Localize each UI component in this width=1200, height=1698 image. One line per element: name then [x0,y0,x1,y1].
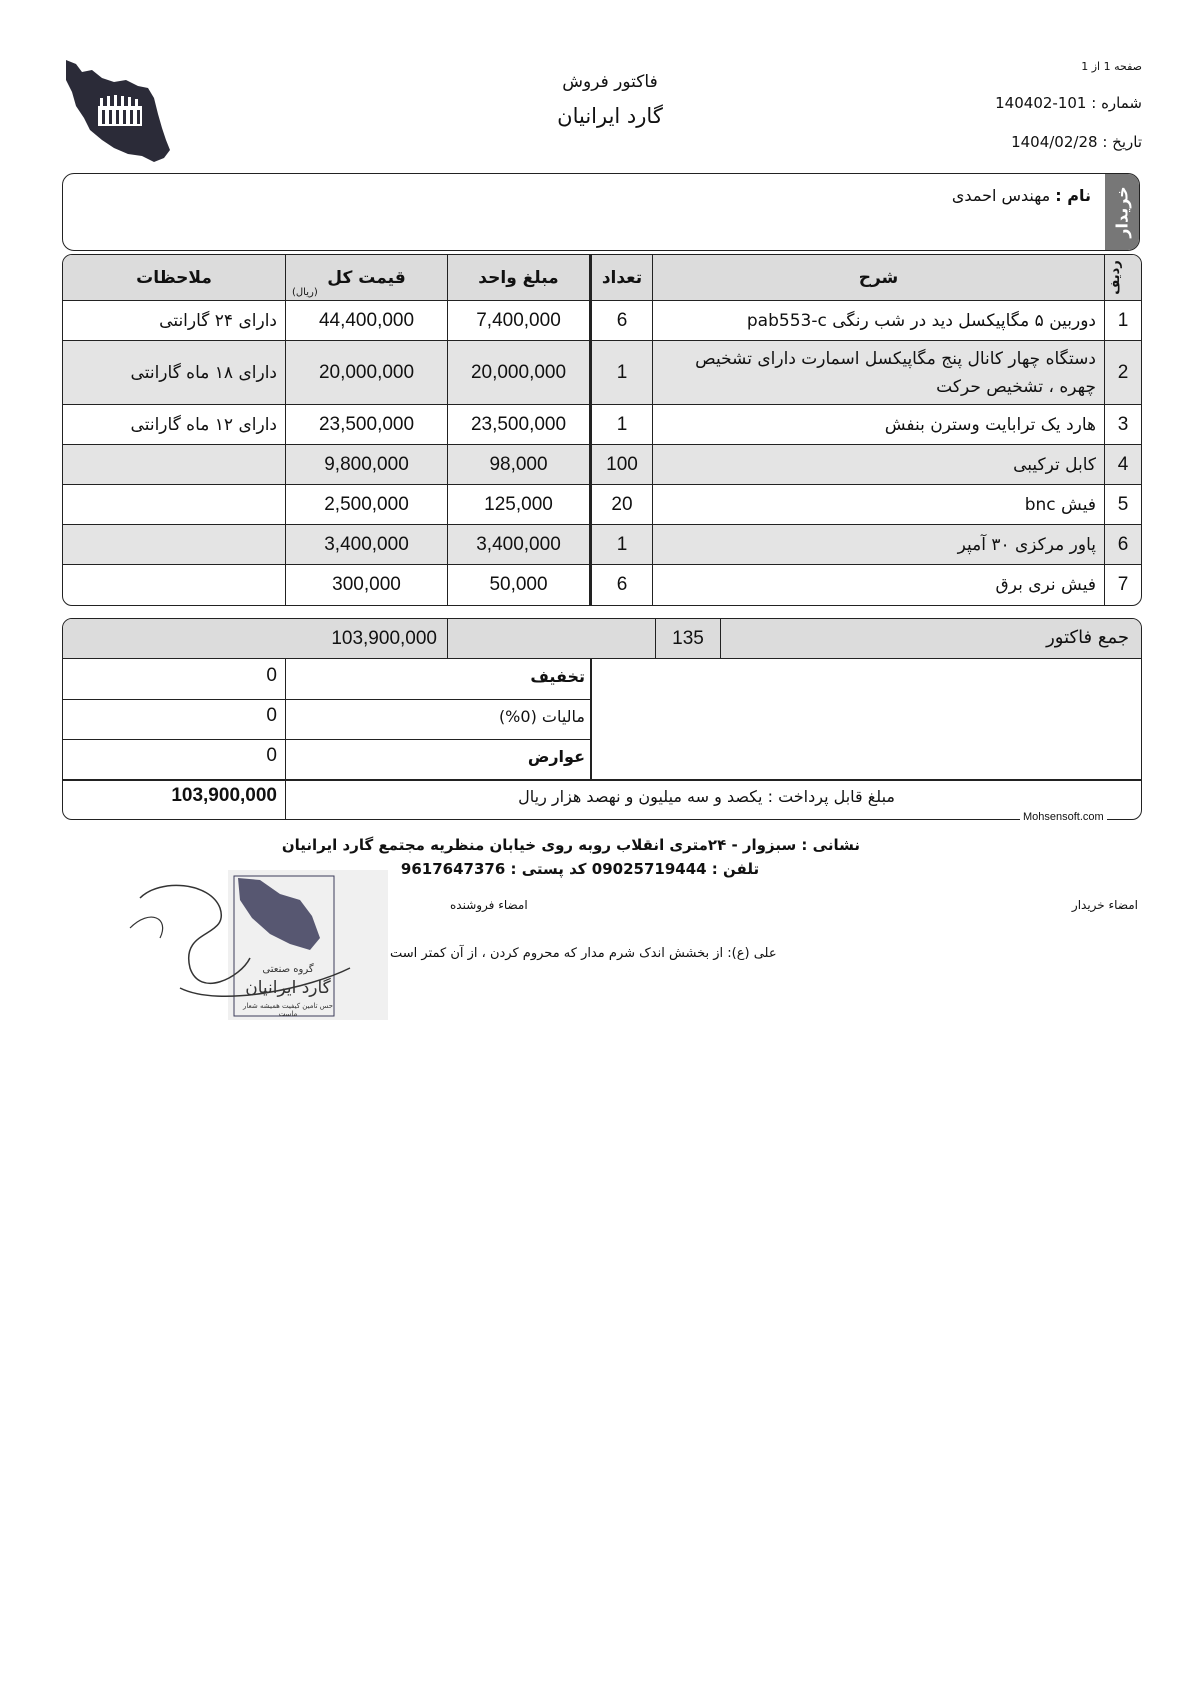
summary-total-label: جمع فاکتور [1046,627,1129,648]
row-unit-price: 50,000 [448,565,591,605]
row-description: فیش bnc [653,485,1105,525]
table-header-row [63,255,1141,301]
header-notes: ملاحظات [63,255,286,301]
stamp-text-group: گروه صنعتی [262,964,314,975]
row-number: 2 [1105,341,1142,405]
table-row [63,341,1141,405]
buyer-name-value: مهندس احمدی [951,186,1051,205]
buyer-signature-label: امضاء خریدار [1071,898,1138,912]
tax-value: 0 [266,705,277,726]
table-row [63,525,1141,565]
fees-label: عوارض [527,747,585,766]
row-total-price: 9,800,000 [286,445,448,485]
row-description: فیش نری برق [653,565,1105,605]
row-note [63,565,286,605]
row-total-price: 300,000 [286,565,448,605]
summary-total-quantity: 135 [655,619,721,659]
table-row [63,565,1141,605]
summary-divider [63,739,591,740]
summary-total-amount: 103,900,000 [331,628,437,649]
summary-divider [285,659,286,819]
footer-quote: علی (ع): از بخشش اندک شرم مدار که محروم کردن ، از آن کمتر است [390,946,777,961]
row-number: 4 [1105,445,1142,485]
row-note: دارای ۱۲ ماه گارانتی [63,405,286,445]
invoice-date-value: 1404/02/28 [1011,133,1098,151]
document-type: فاکتور فروش [562,72,658,92]
row-description: پاور مرکزی ۳۰ آمپر [653,525,1105,565]
row-description: دستگاه چهار کانال پنج مگاپیکسل اسمارت دارای تشخیص چهره ، تشخیص حرکت [653,341,1105,405]
summary-divider [590,659,592,780]
discount-value: 0 [266,665,277,686]
row-note: دارای ۱۸ ماه گارانتی [63,341,286,405]
buyer-box [62,173,1140,251]
invoice-number-label: شماره : [1091,94,1142,112]
row-note [63,445,286,485]
row-unit-price: 23,500,000 [448,405,591,445]
row-total-price: 20,000,000 [286,341,448,405]
company-address: نشانی : سبزوار - ۲۴متری انقلاب روبه روی خیابان منظریه مجتمع گارد ایرانیان [281,836,860,854]
header-unit-price: مبلغ واحد [448,255,591,301]
row-quantity: 6 [591,565,653,605]
row-description: دوربین ۵ مگاپیکسل دید در شب رنگی pab553-c [653,301,1105,341]
invoice-number [995,94,1142,112]
table-row [63,405,1141,445]
payable-amount-words: مبلغ قابل پرداخت : یکصد و سه میلیون و نهصد هزار ریال [518,787,895,806]
company-name: گارد ایرانیان [557,104,663,128]
row-description: هارد یک ترابایت وسترن بنفش [653,405,1105,445]
invoice-number-value: 101-140402 [995,94,1087,112]
invoice-summary [62,618,1142,820]
header-row-number: ردیف [1105,255,1142,301]
row-note [63,525,286,565]
row-note [63,485,286,525]
company-stamp [120,868,390,1028]
row-total-price: 23,500,000 [286,405,448,445]
row-unit-price: 3,400,000 [448,525,591,565]
buyer-tab [1105,174,1139,250]
row-number: 1 [1105,301,1142,341]
row-unit-price: 7,400,000 [448,301,591,341]
row-description: کابل ترکیبی [653,445,1105,485]
page-info: صفحه 1 از 1 [1081,60,1142,73]
header-total-price-label: قیمت کل [327,267,406,288]
row-note: دارای ۲۴ گارانتی [63,301,286,341]
discount-label: تخفیف [530,667,585,686]
header-description: شرح [653,255,1105,301]
row-total-price: 2,500,000 [286,485,448,525]
row-number: 3 [1105,405,1142,445]
row-quantity: 1 [591,405,653,445]
summary-divider [63,779,1141,781]
row-unit-price: 125,000 [448,485,591,525]
row-number: 6 [1105,525,1142,565]
items-table [62,254,1142,606]
row-quantity: 1 [591,525,653,565]
row-quantity: 100 [591,445,653,485]
invoice-date [1011,133,1142,151]
table-row [63,485,1141,525]
seller-signature-label: امضاء فروشنده [450,898,528,912]
buyer-tab-label: خریدار [1112,186,1132,238]
payable-amount: 103,900,000 [171,785,277,806]
software-credit: Mohsensoft.com [1020,811,1107,823]
row-number: 5 [1105,485,1142,525]
buyer-name-label: نام : [1055,186,1091,205]
company-logo [62,58,180,168]
row-quantity: 1 [591,341,653,405]
header-quantity: تعداد [591,255,653,301]
row-unit-price: 20,000,000 [448,341,591,405]
table-row [63,301,1141,341]
row-total-price: 3,400,000 [286,525,448,565]
invoice-date-label: تاریخ : [1102,133,1142,151]
row-unit-price: 98,000 [448,445,591,485]
stamp-text-motto: حس تامین کیفیت همیشه شعار ماست [243,1002,333,1018]
summary-empty-cell [447,619,655,659]
company-contact: تلفن : 09025719444 کد پستی : 9617647376 [400,860,760,878]
fees-value: 0 [266,745,277,766]
header-currency-unit: (ریال) [292,287,318,298]
table-row [63,445,1141,485]
stamp-text-company: گارد ایرانیان [245,978,331,998]
row-quantity: 6 [591,301,653,341]
row-total-price: 44,400,000 [286,301,448,341]
header-total-price [286,255,448,301]
row-number: 7 [1105,565,1142,605]
row-quantity: 20 [591,485,653,525]
summary-divider [63,699,591,700]
tax-label: مالیات (0%) [498,707,585,726]
buyer-name [952,186,1091,205]
